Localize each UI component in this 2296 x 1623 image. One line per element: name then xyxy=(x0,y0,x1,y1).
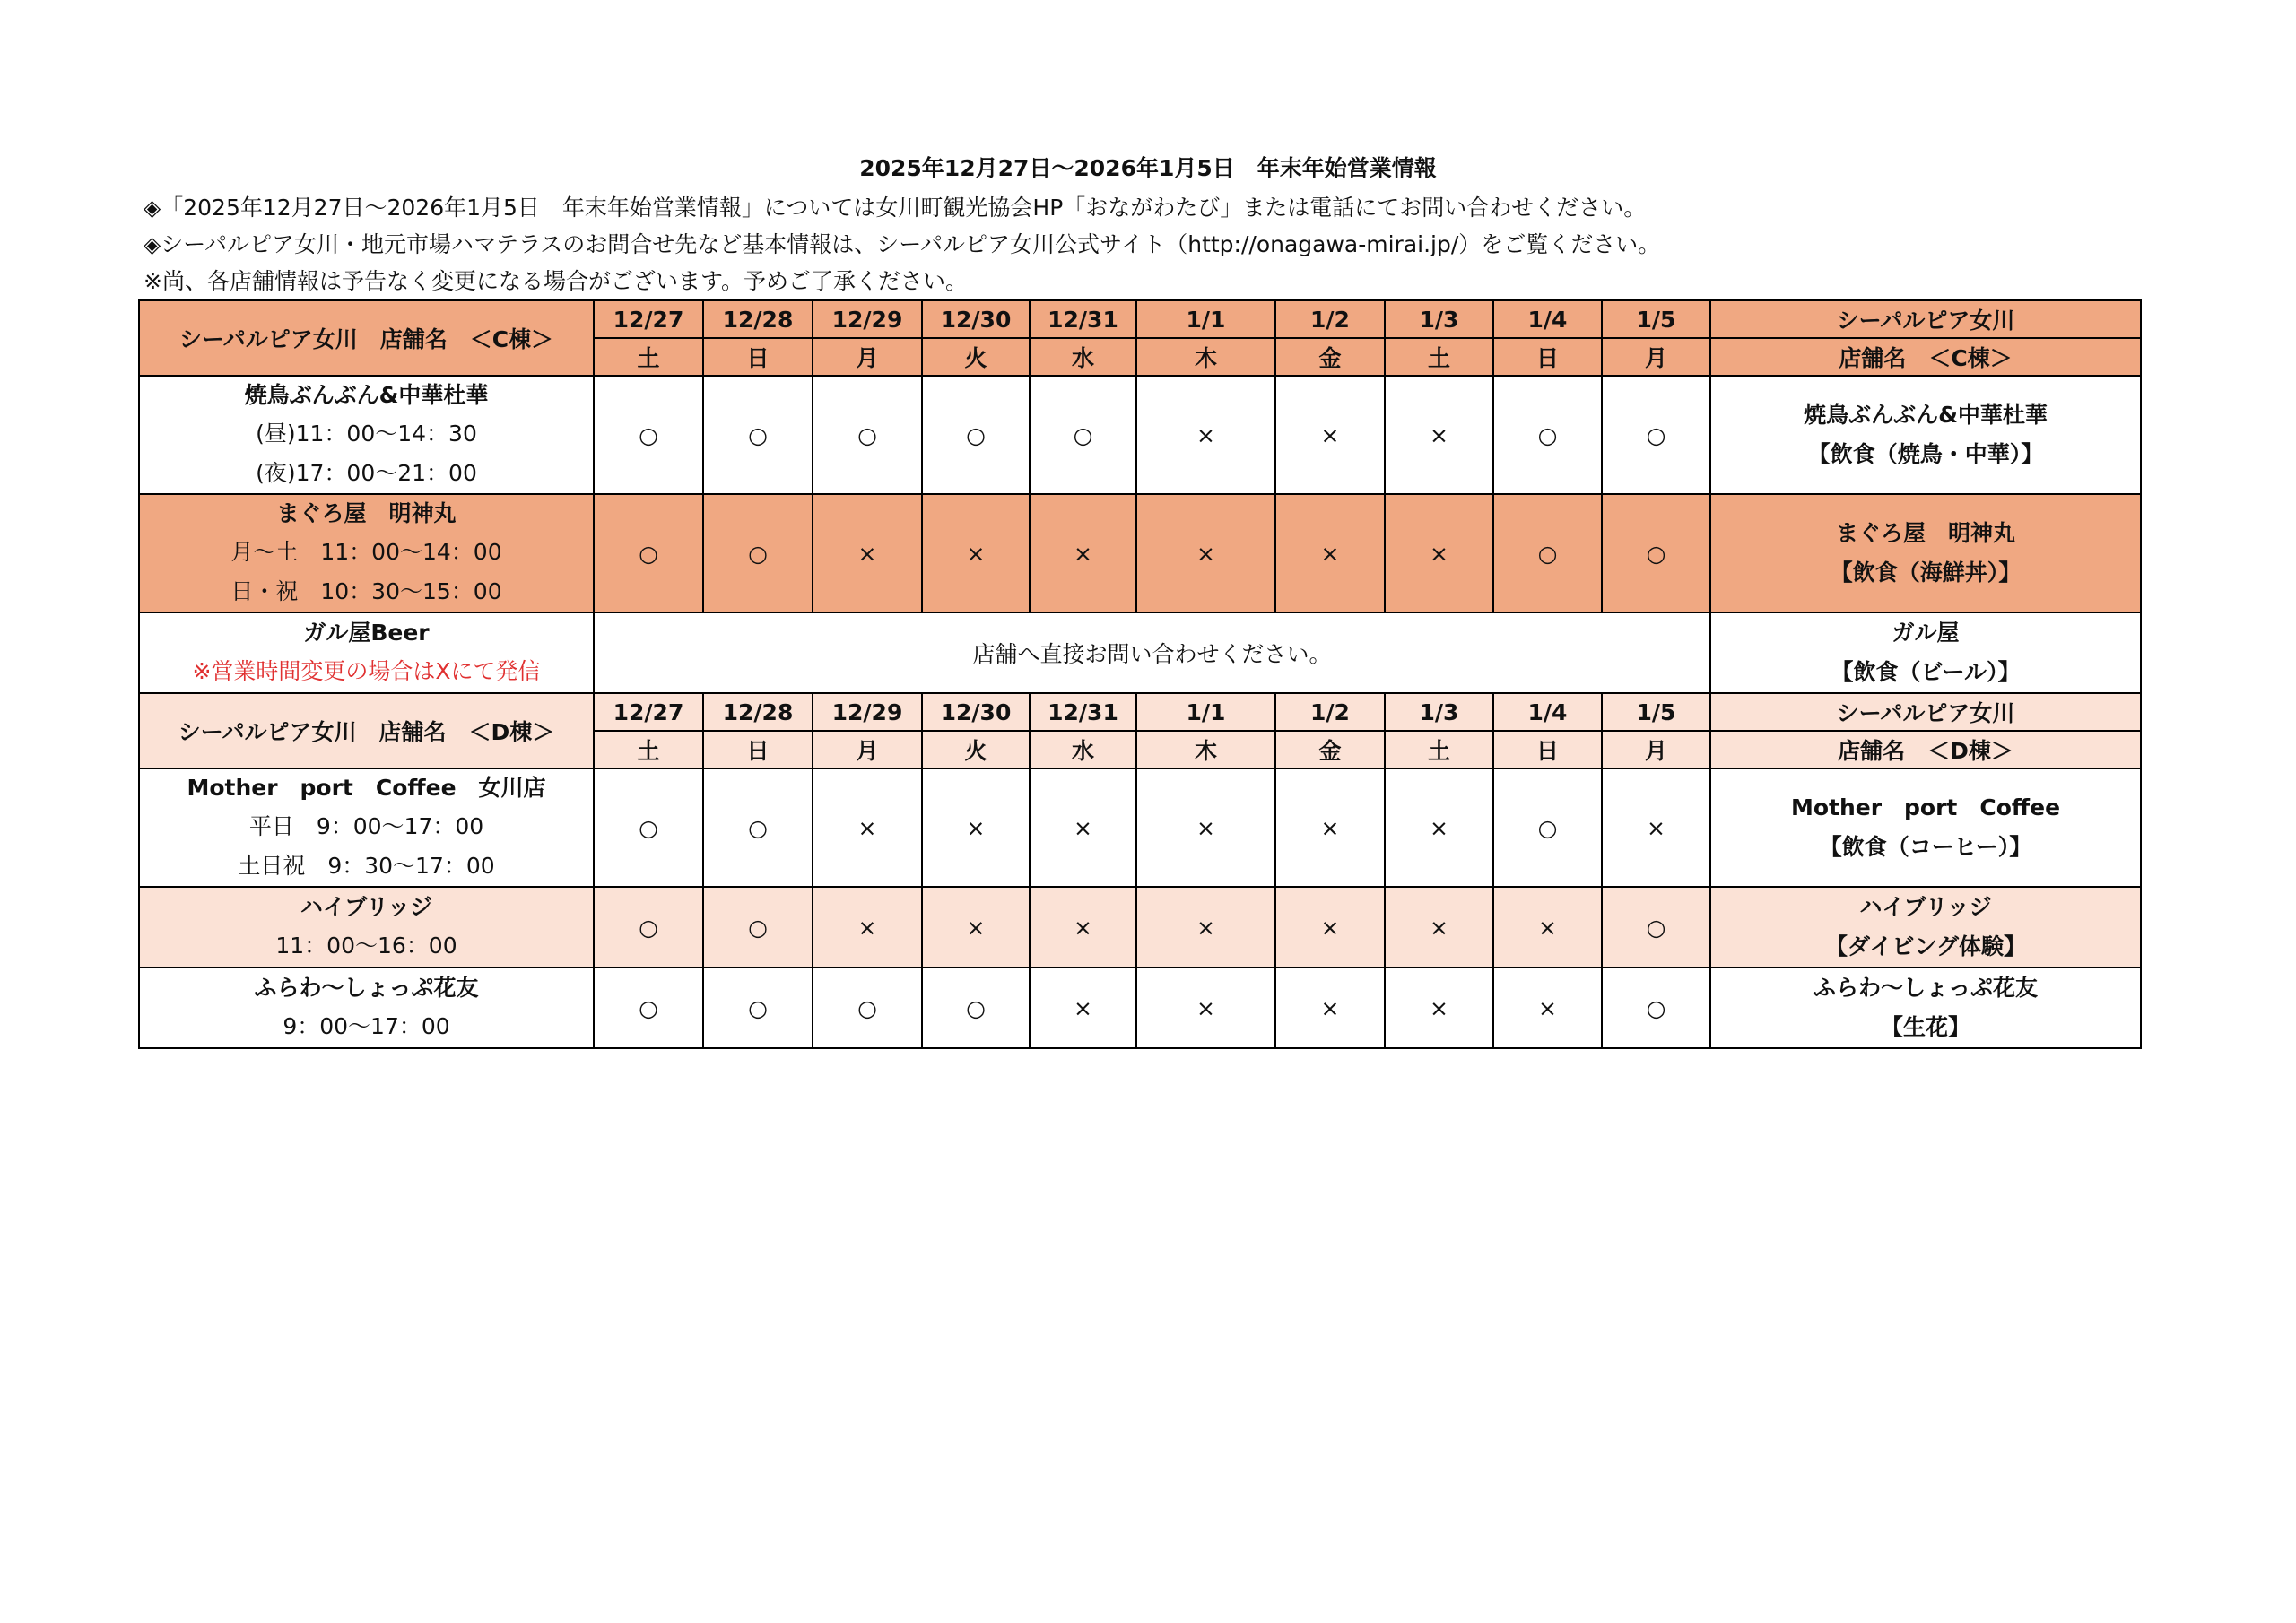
shop-name: ハイブリッジ xyxy=(300,894,433,920)
status-mark: ○ xyxy=(1602,968,1710,1048)
date-header: 1/3 xyxy=(1385,693,1493,731)
table-row xyxy=(139,768,2141,887)
shop-category-cell xyxy=(1710,768,2141,887)
shop-category-cell xyxy=(1710,968,2141,1048)
table-row xyxy=(139,887,2141,968)
shop-category-cell xyxy=(1710,376,2141,494)
shop-name-cell xyxy=(139,376,594,494)
shop-category-cell xyxy=(1710,887,2141,968)
status-mark: ○ xyxy=(1602,887,1710,968)
date-header: 12/31 xyxy=(1030,693,1136,731)
status-mark: × xyxy=(1136,376,1275,494)
shop-category: 【飲食（コーヒー）】 xyxy=(1819,834,2032,860)
shop-category: 【ダイビング体験】 xyxy=(1824,933,2026,959)
status-mark: ○ xyxy=(1493,494,1602,612)
status-mark: ○ xyxy=(1030,376,1136,494)
date-header: 1/5 xyxy=(1602,300,1710,338)
weekday-header: 水 xyxy=(1030,338,1136,376)
date-header: 1/1 xyxy=(1136,300,1275,338)
status-mark: × xyxy=(1275,376,1385,494)
shop-name-cell xyxy=(139,494,594,612)
status-mark: ○ xyxy=(703,887,813,968)
shop-hours: 11：00～16：00 xyxy=(275,933,457,959)
status-mark: × xyxy=(813,768,922,887)
date-header: 12/30 xyxy=(922,693,1030,731)
shop-name-right: ガル屋 xyxy=(1892,620,1960,646)
weekday-header: 木 xyxy=(1136,338,1275,376)
status-mark: ○ xyxy=(594,494,703,612)
status-mark: × xyxy=(1030,968,1136,1048)
shop-name: ガル屋Beer xyxy=(303,620,430,646)
weekday-header: 水 xyxy=(1030,731,1136,768)
status-mark: ○ xyxy=(703,768,813,887)
weekday-header: 金 xyxy=(1275,338,1385,376)
status-mark: ○ xyxy=(594,968,703,1048)
shop-notice: ※営業時間変更の場合はXにて発信 xyxy=(192,658,541,684)
note-line-1: ◈「2025年12月27日～2026年1月5日 年末年始営業情報」については女川町観光協会HP「おながわたび」または電話にてお問い合わせください。 xyxy=(144,195,1647,221)
status-mark: ○ xyxy=(1493,376,1602,494)
shop-name-cell xyxy=(139,968,594,1048)
shop-name-right: ハイブリッジ xyxy=(1859,894,1992,920)
weekday-header: 日 xyxy=(703,731,813,768)
shop-hours: 9：00～17：00 xyxy=(283,1013,450,1039)
shop-name: Mother port Coffee 女川店 xyxy=(187,775,546,801)
status-mark: × xyxy=(1385,494,1493,612)
status-mark: × xyxy=(1493,968,1602,1048)
date-header: 1/2 xyxy=(1275,693,1385,731)
shop-hours: 土日祝 9：30～17：00 xyxy=(238,853,495,879)
status-mark: × xyxy=(1136,768,1275,887)
d-right-header-1: シーパルピア女川 xyxy=(1710,693,2141,731)
header-row-d-dates xyxy=(139,693,2141,731)
date-header: 12/31 xyxy=(1030,300,1136,338)
shop-category-cell xyxy=(1710,494,2141,612)
status-mark: ○ xyxy=(922,376,1030,494)
d-left-header: シーパルピア女川 店舗名 ＜D棟＞ xyxy=(139,693,594,768)
status-mark: × xyxy=(1275,968,1385,1048)
date-header: 1/2 xyxy=(1275,300,1385,338)
shop-name: まぐろ屋 明神丸 xyxy=(276,500,457,526)
d-right-header-2: 店舗名 ＜D棟＞ xyxy=(1710,731,2141,768)
status-mark: ○ xyxy=(703,376,813,494)
shop-name-right: Mother port Coffee xyxy=(1790,794,2061,820)
note-line-3: ※尚、各店舗情報は予告なく変更になる場合がございます。予めご了承ください。 xyxy=(144,268,968,294)
date-header: 1/3 xyxy=(1385,300,1493,338)
status-mark: ○ xyxy=(813,376,922,494)
status-mark: × xyxy=(1385,887,1493,968)
date-header: 12/29 xyxy=(813,693,922,731)
table-row xyxy=(139,968,2141,1048)
shop-hours: (夜)17：00～21：00 xyxy=(256,460,477,486)
weekday-header: 火 xyxy=(922,338,1030,376)
date-header: 12/27 xyxy=(594,300,703,338)
weekday-header: 火 xyxy=(922,731,1030,768)
date-header: 12/30 xyxy=(922,300,1030,338)
shop-hours: 日・祝 10：30～15：00 xyxy=(230,578,502,604)
date-header: 1/1 xyxy=(1136,693,1275,731)
date-header: 1/4 xyxy=(1493,693,1602,731)
status-mark: × xyxy=(922,494,1030,612)
date-header: 12/28 xyxy=(703,300,813,338)
status-mark: ○ xyxy=(922,968,1030,1048)
status-mark: ○ xyxy=(1493,768,1602,887)
shop-name-cell xyxy=(139,768,594,887)
status-mark: × xyxy=(1275,494,1385,612)
shop-category: 【飲食（ビール）】 xyxy=(1831,659,2021,685)
weekday-header: 金 xyxy=(1275,731,1385,768)
weekday-header: 月 xyxy=(1602,338,1710,376)
c-right-header-1: シーパルピア女川 xyxy=(1710,300,2141,338)
status-mark: × xyxy=(1136,887,1275,968)
status-mark: × xyxy=(813,887,922,968)
c-left-header: シーパルピア女川 店舗名 ＜C棟＞ xyxy=(139,300,594,376)
status-mark: × xyxy=(1275,887,1385,968)
status-mark: × xyxy=(1385,768,1493,887)
weekday-header: 月 xyxy=(813,338,922,376)
status-mark: × xyxy=(1385,376,1493,494)
table-row xyxy=(139,376,2141,494)
date-header: 12/27 xyxy=(594,693,703,731)
shop-category: 【飲食（焼鳥・中華）】 xyxy=(1807,441,2044,467)
date-header: 1/5 xyxy=(1602,693,1710,731)
status-mark: ○ xyxy=(1602,376,1710,494)
shop-hours: 月～土 11：00～14：00 xyxy=(230,539,502,565)
weekday-header: 土 xyxy=(594,731,703,768)
weekday-header: 土 xyxy=(1385,338,1493,376)
weekday-header: 月 xyxy=(1602,731,1710,768)
shop-name-cell xyxy=(139,887,594,968)
status-mark: ○ xyxy=(703,968,813,1048)
weekday-header: 土 xyxy=(594,338,703,376)
status-mark: × xyxy=(1030,768,1136,887)
shop-category-cell xyxy=(1710,612,2141,693)
shop-category: 【生花】 xyxy=(1880,1014,1970,1040)
shop-name: 焼鳥ぶんぶん&中華杜華 xyxy=(244,382,489,408)
status-mark: × xyxy=(1136,968,1275,1048)
status-mark: × xyxy=(1030,887,1136,968)
c-right-header-2: 店舗名 ＜C棟＞ xyxy=(1710,338,2141,376)
weekday-header: 土 xyxy=(1385,731,1493,768)
status-mark: ○ xyxy=(813,968,922,1048)
shop-name-right: 焼鳥ぶんぶん&中華杜華 xyxy=(1804,402,2048,428)
status-mark: × xyxy=(1385,968,1493,1048)
note-line-2: ◈シーパルピア女川・地元市場ハマテラスのお問合せ先など基本情報は、シーパルピア女川公式サイト（http://onagawa-mirai.jp/）をご覧ください。 xyxy=(144,231,1661,257)
status-mark: ○ xyxy=(703,494,813,612)
status-mark: × xyxy=(922,887,1030,968)
date-header: 12/28 xyxy=(703,693,813,731)
weekday-header: 日 xyxy=(703,338,813,376)
weekday-header: 日 xyxy=(1493,338,1602,376)
status-mark: × xyxy=(1136,494,1275,612)
date-header: 12/29 xyxy=(813,300,922,338)
shop-category: 【飲食（海鮮丼）】 xyxy=(1830,560,2022,586)
status-mark: × xyxy=(922,768,1030,887)
weekday-header: 木 xyxy=(1136,731,1275,768)
contact-message: 店舗へ直接お問い合わせください。 xyxy=(594,612,1710,693)
page-title: 2025年12月27日～2026年1月5日 年末年始営業情報 xyxy=(859,155,1437,181)
status-mark: ○ xyxy=(1602,494,1710,612)
status-mark: ○ xyxy=(594,376,703,494)
table-row xyxy=(139,612,2141,693)
table-row xyxy=(139,494,2141,612)
status-mark: × xyxy=(813,494,922,612)
status-mark: × xyxy=(1030,494,1136,612)
shop-name-cell xyxy=(139,612,594,693)
weekday-header: 日 xyxy=(1493,731,1602,768)
status-mark: × xyxy=(1602,768,1710,887)
shop-name-right: ふらわ～しょっぷ花友 xyxy=(1813,975,2038,1001)
date-header: 1/4 xyxy=(1493,300,1602,338)
shop-name-right: まぐろ屋 明神丸 xyxy=(1835,520,2015,546)
status-mark: × xyxy=(1493,887,1602,968)
shop-name: ふらわ～しょっぷ花友 xyxy=(254,975,479,1001)
status-mark: ○ xyxy=(594,768,703,887)
shop-hours: 平日 9：00～17：00 xyxy=(248,813,484,839)
shop-hours: (昼)11：00～14：30 xyxy=(256,421,477,447)
header-row-c-dates xyxy=(139,300,2141,338)
weekday-header: 月 xyxy=(813,731,922,768)
status-mark: × xyxy=(1275,768,1385,887)
status-mark: ○ xyxy=(594,887,703,968)
schedule-table xyxy=(138,299,2142,1049)
